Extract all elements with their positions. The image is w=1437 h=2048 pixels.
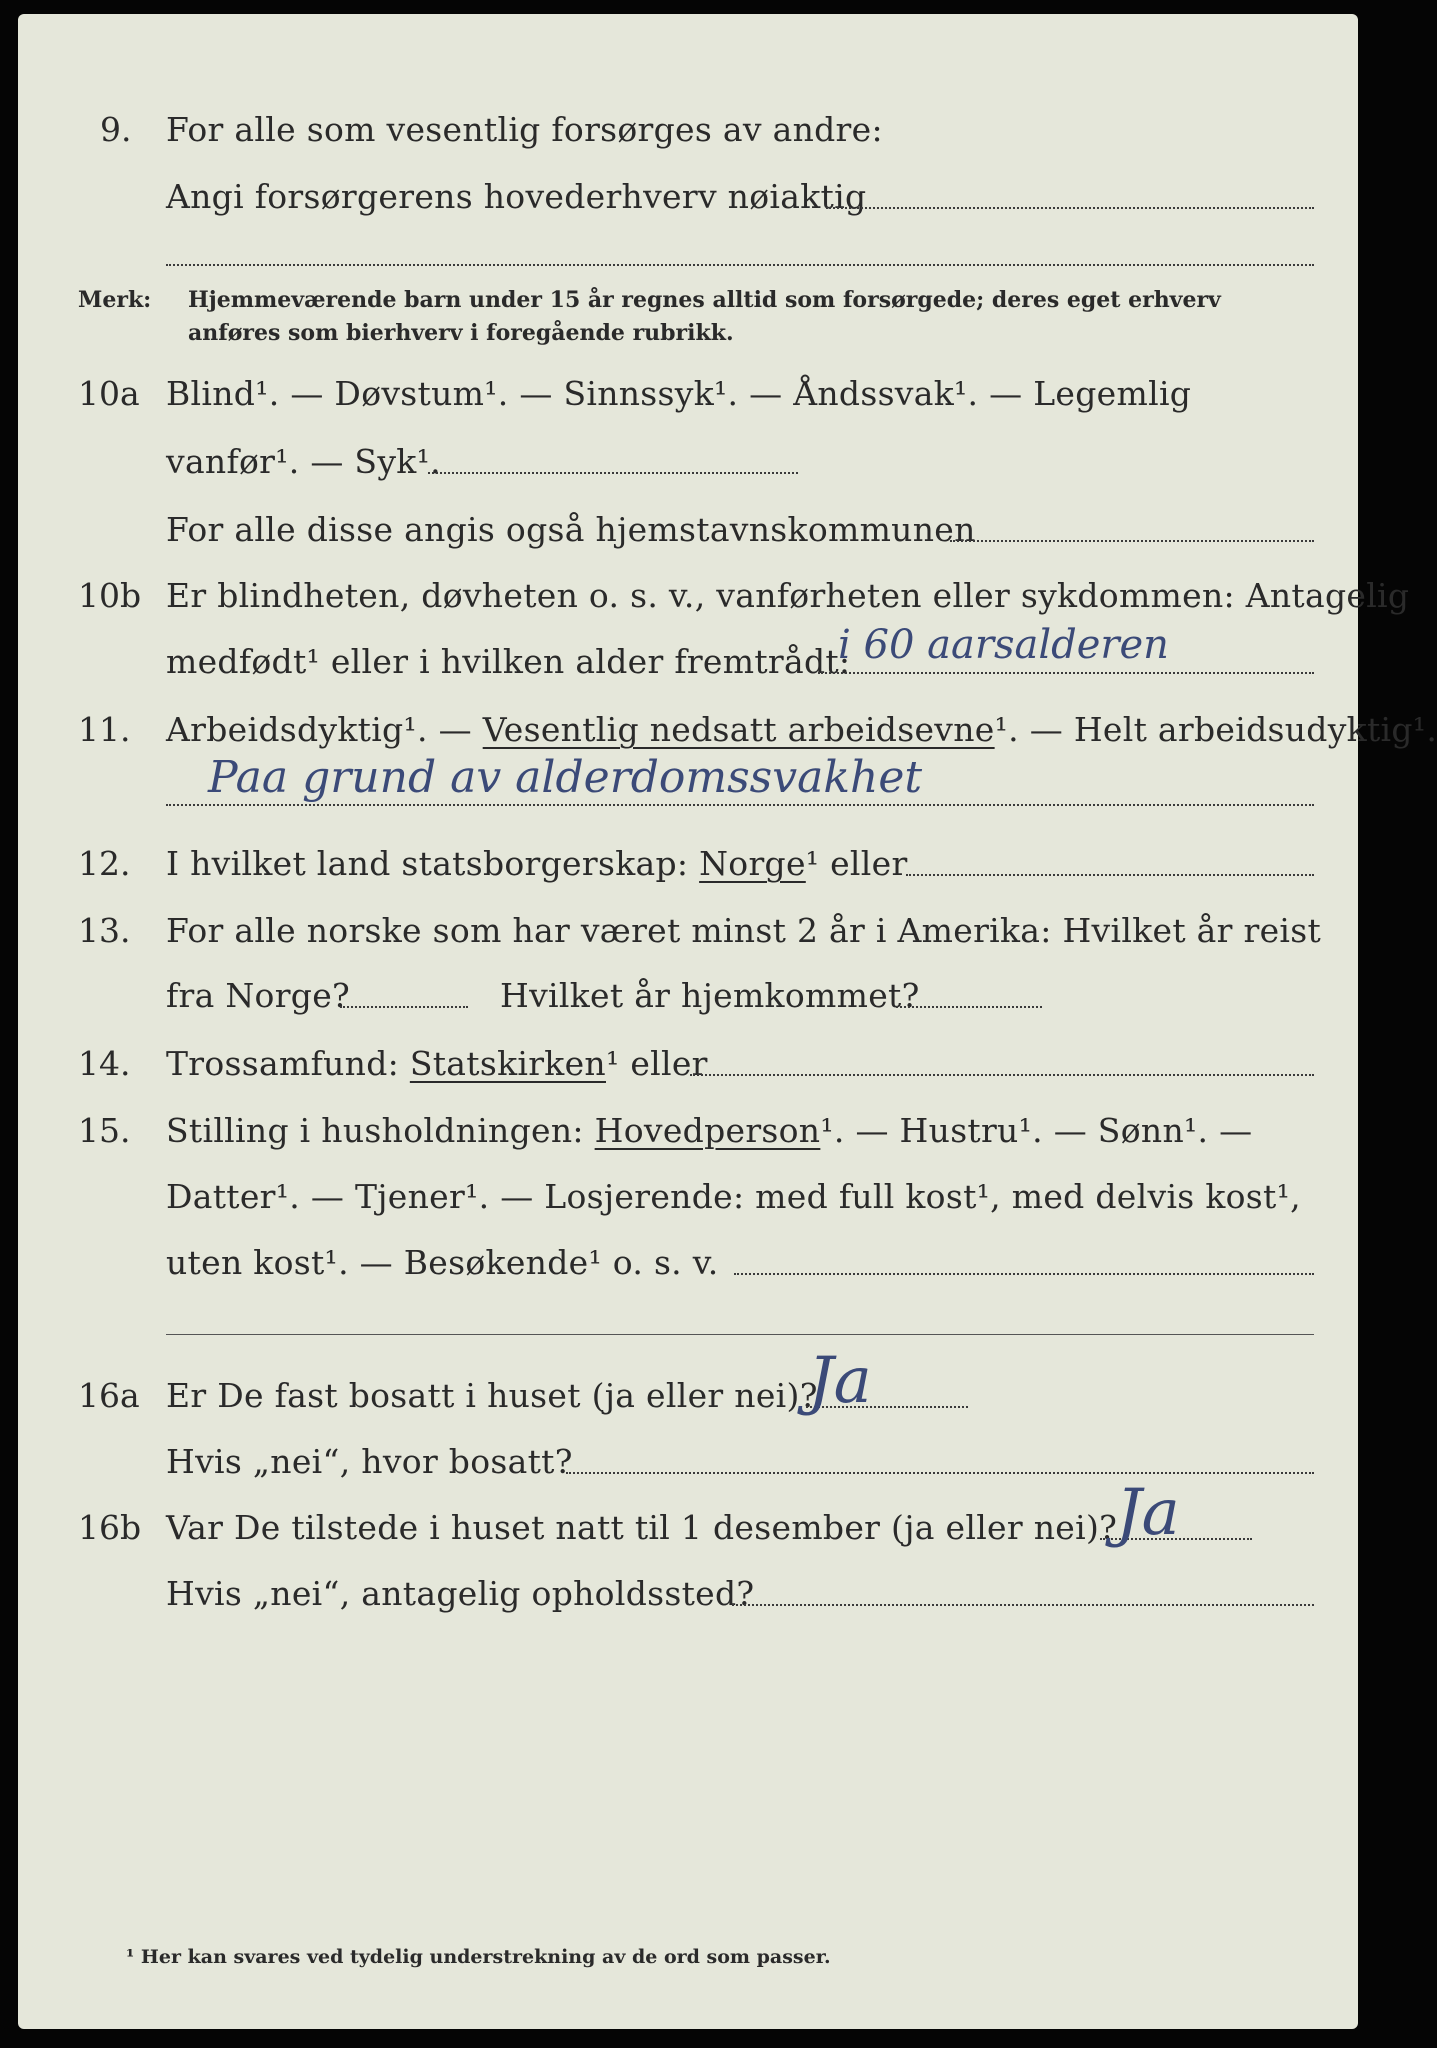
- q16a-line2: Hvis „nei“, hvor bosatt?: [166, 1442, 573, 1481]
- q15-option-hovedperson: Hovedperson: [594, 1111, 821, 1150]
- q10a-line3: For alle disse angis også hjemstavnskommunen: [166, 510, 976, 549]
- q15-line2: Datter¹. — Tjener¹. — Losjerende: med full kost¹, med delvis kost¹,: [166, 1177, 1301, 1216]
- q11-line1: [166, 710, 1437, 749]
- q12-number: 12.: [78, 844, 131, 883]
- q10b-line2: medfødt¹ eller i hvilken alder fremtrådt:: [166, 642, 851, 681]
- q10a-number: 10a: [78, 374, 140, 413]
- q13-reist-field[interactable]: [340, 1006, 468, 1008]
- q10b-answer-field[interactable]: [818, 672, 1314, 674]
- q15-line1: Stilling i husholdningen: Hovedperson¹. — Hustru¹. — Sønn¹. —: [166, 1111, 1253, 1150]
- q11-option-helt-udyktig: ¹. — Helt arbeidsudyktig¹.: [994, 710, 1437, 749]
- q13-line2b: Hvilket år hjemkommet?: [500, 976, 920, 1015]
- merk-label: Merk:: [78, 287, 152, 313]
- q13-line2a: fra Norge?: [166, 976, 351, 1015]
- q16a-bosatt-field[interactable]: [566, 1472, 1314, 1474]
- q9-number: 9.: [100, 110, 132, 149]
- census-form-page: [18, 14, 1437, 2029]
- q11-number: 11.: [78, 710, 131, 749]
- q10b-line1: Er blindheten, døvheten o. s. v., vanførheten eller sykdommen: Antagelig: [166, 576, 1410, 615]
- q10b-number: 10b: [78, 576, 142, 615]
- q15-line3: uten kost¹. — Besøkende¹ o. s. v.: [166, 1243, 719, 1282]
- q9-line1: For alle som vesentlig forsørges av andre:: [166, 110, 883, 149]
- q10a-line1: Blind¹. — Døvstum¹. — Sinnssyk¹. — Åndssvak¹. — Legemlig: [166, 374, 1192, 413]
- merk-line1: Hjemmeværende barn under 15 år regnes alltid som forsørgede; deres eget erhverv: [188, 287, 1221, 313]
- q10a-line2: vanfør¹. — Syk¹.: [166, 442, 441, 481]
- q14-line: Trossamfund: Statskirken¹ eller: [166, 1044, 708, 1083]
- q13-number: 13.: [78, 911, 131, 950]
- q14-number: 14.: [78, 1044, 131, 1083]
- q13-line1: For alle norske som har været minst 2 år i Amerika: Hvilket år reist: [166, 911, 1322, 950]
- q16b-handwritten-answer: Ja: [1116, 1476, 1180, 1550]
- q15-answer-field-2[interactable]: [166, 1334, 1314, 1335]
- q12-answer-field[interactable]: [906, 874, 1314, 876]
- q10a-syk-field[interactable]: [428, 472, 798, 474]
- q13-hjemkommet-field[interactable]: [896, 1006, 1042, 1008]
- merk-line2: anføres som bierhverv i foregående rubrikk.: [188, 320, 734, 346]
- q10b-handwritten-answer: i 60 aarsalderen: [838, 622, 1169, 668]
- q9-answer-field[interactable]: [826, 207, 1314, 209]
- footnote: ¹ Her kan svares ved tydelig understrekning av de ord som passer.: [126, 1946, 831, 1968]
- q9-answer-field-2[interactable]: [166, 264, 1314, 266]
- q16b-line1: Var De tilstede i huset natt til 1 desember (ja eller nei)?: [166, 1508, 1118, 1547]
- q11-option-arbeidsdyktig: Arbeidsdyktig¹. —: [166, 710, 483, 749]
- q16b-opholdssted-field[interactable]: [732, 1604, 1314, 1606]
- q16a-line1: Er De fast bosatt i huset (ja eller nei)?: [166, 1376, 818, 1415]
- q14-option-statskirken: Statskirken: [409, 1044, 606, 1083]
- q10a-hjemstavn-field[interactable]: [950, 540, 1314, 542]
- q11-handwritten-answer: Paa grund av alderdomssvakhet: [208, 752, 923, 803]
- q16b-line2: Hvis „nei“, antagelig opholdssted?: [166, 1574, 755, 1613]
- q11-option-vesentlig-nedsatt: Vesentlig nedsatt arbeidsevne: [482, 710, 995, 749]
- q16b-number: 16b: [78, 1508, 142, 1547]
- q14-answer-field[interactable]: [690, 1074, 1314, 1076]
- q12-line: I hvilket land statsborgerskap: Norge¹ eller: [166, 844, 908, 883]
- q11-answer-field[interactable]: [166, 804, 1314, 806]
- q16a-number: 16a: [78, 1376, 140, 1415]
- q16a-handwritten-answer: Ja: [808, 1344, 872, 1418]
- q12-option-norge: Norge: [699, 844, 806, 883]
- q15-answer-field[interactable]: [734, 1273, 1314, 1275]
- q15-number: 15.: [78, 1111, 131, 1150]
- q9-line2: Angi forsørgerens hovederhverv nøiaktig: [166, 177, 867, 216]
